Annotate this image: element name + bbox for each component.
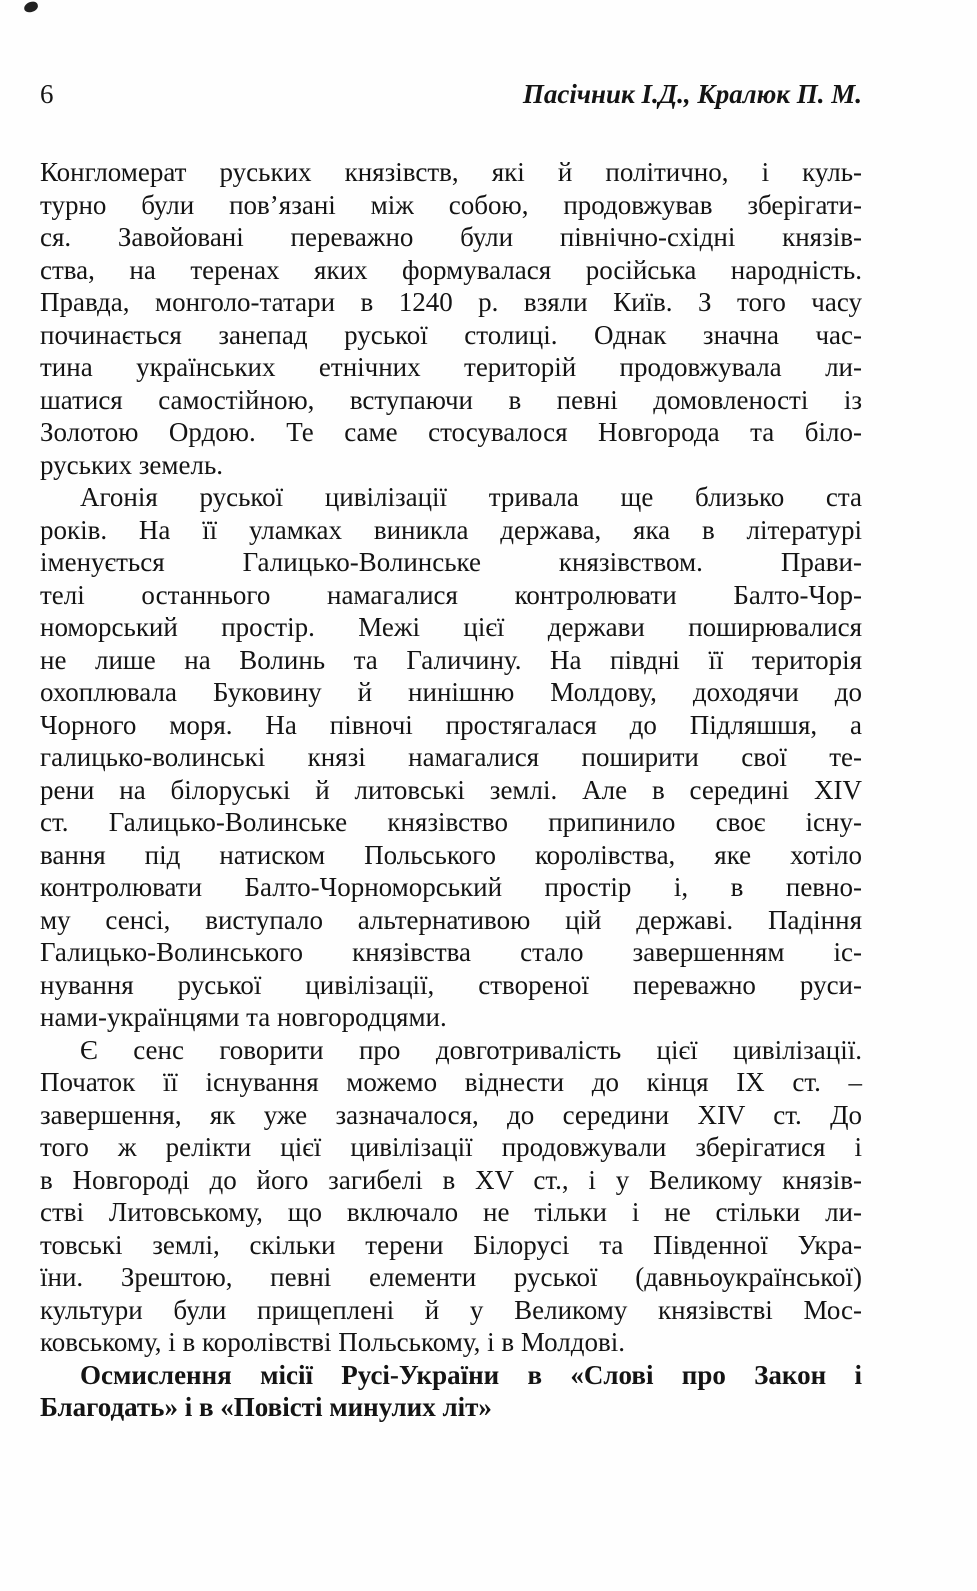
text-line: Початок її існування можемо віднести до кінця IX ст. – [40,1067,862,1097]
text-line: тина українських етнічних територій продовжувала ли- [40,352,862,382]
paragraph [40,1034,862,1359]
text-line: того ж релікти цієї цивілізації продовжували зберігатися і [40,1132,862,1162]
text-line: ковському, і в королівстві Польському, і в Молдові. [40,1327,626,1357]
text-line: номорський простір. Межі цієї держави поширювалися [40,612,862,642]
text-line: Агонія руської цивілізації тривала ще близько ста [80,482,862,512]
text-line: Конгломерат руських князівств, які й політично, і куль- [40,157,862,187]
text-line: ства, на теренах яких формувалася російська народність. [40,254,862,285]
text-line: шатися самостійною, вступаючи в певні домовленості із [40,384,862,415]
text-line: починається занепад руської столиці. Однак значна час- [40,319,862,350]
text-line: в Новгороді до його загибелі в XV ст., і у Великому князів- [40,1164,862,1195]
page-number: 6 [40,79,54,109]
text-line: не лише на Волинь та Галичину. На півдні її територія [40,644,862,675]
running-header [40,78,862,110]
text-line: нами-українцями та новгородцями. [40,1002,447,1032]
text-line: охоплювала Буковину й нинішню Молдову, доходячи до [40,677,862,707]
text-line: їни. Зрештою, певні елементи руської (давньоукраїнської) [40,1262,862,1292]
paragraph [40,1359,862,1424]
text-line: контролювати Балто-Чорноморський простір і, в певно- [40,872,862,902]
text-line: турно були пов’язані між собою, продовжував зберігати- [40,189,862,220]
scan-artifact [23,1,39,14]
text-line: товські землі, скільки терени Білорусі та Південної Укра- [40,1229,862,1260]
text-line: завершення, як уже зазначалося, до середини XIV ст. До [40,1099,862,1130]
text-line: нування руської цивілізації, створеної переважно руси- [40,969,862,1000]
text-line: телі останнього намагалися контролювати Балто-Чор- [40,579,862,610]
running-head-authors: Пасічник І.Д., Кралюк П. М. [522,79,862,109]
text-line: Правда, монголо-татари в 1240 р. взяли Київ. З того часу [40,287,862,317]
text-line: Є сенс говорити про довготривалість цієї цивілізації. [80,1034,862,1065]
paragraph [40,481,862,1034]
text-line: ся. Завойовані переважно були північно-східні князів- [40,222,862,252]
text-line: стві Литовському, що включало не тільки і не стільки ли- [40,1197,862,1227]
text-line: років. На її уламках виникла держава, яка в літературі [40,514,862,545]
text-line: Золотою Ордою. Те саме стосувалося Новгорода та біло- [40,417,862,447]
text-line: руських земель. [40,449,224,480]
text-line: іменується Галицько-Волинське князівством. Прави- [40,547,862,577]
text-line: культури були прищеплені й у Великому князівстві Мос- [40,1294,862,1325]
paragraph [40,156,862,481]
text-line: Галицько-Волинського князівства стало завершенням іс- [40,937,862,967]
text-line: вання під натиском Польського королівства, яке хотіло [40,839,862,870]
text-line: му сенсі, виступало альтернативою цій державі. Падіння [40,904,862,935]
text-line: галицько-волинські князі намагалися поширити свої те- [40,742,862,772]
text-line: Чорного моря. На півночі простягалася до Підляшшя, а [40,709,862,740]
text-line: Благодать» і в «Повісті минулих літ» [40,1392,492,1422]
text-block [40,156,862,1424]
text-line: ст. Галицько-Волинське князівство припинило своє існу- [40,807,862,837]
text-line: Осмислення місії Русі-України в «Слові про Закон і [80,1359,862,1390]
text-line: рени на білоруські й литовські землі. Але в середині XIV [40,774,862,805]
